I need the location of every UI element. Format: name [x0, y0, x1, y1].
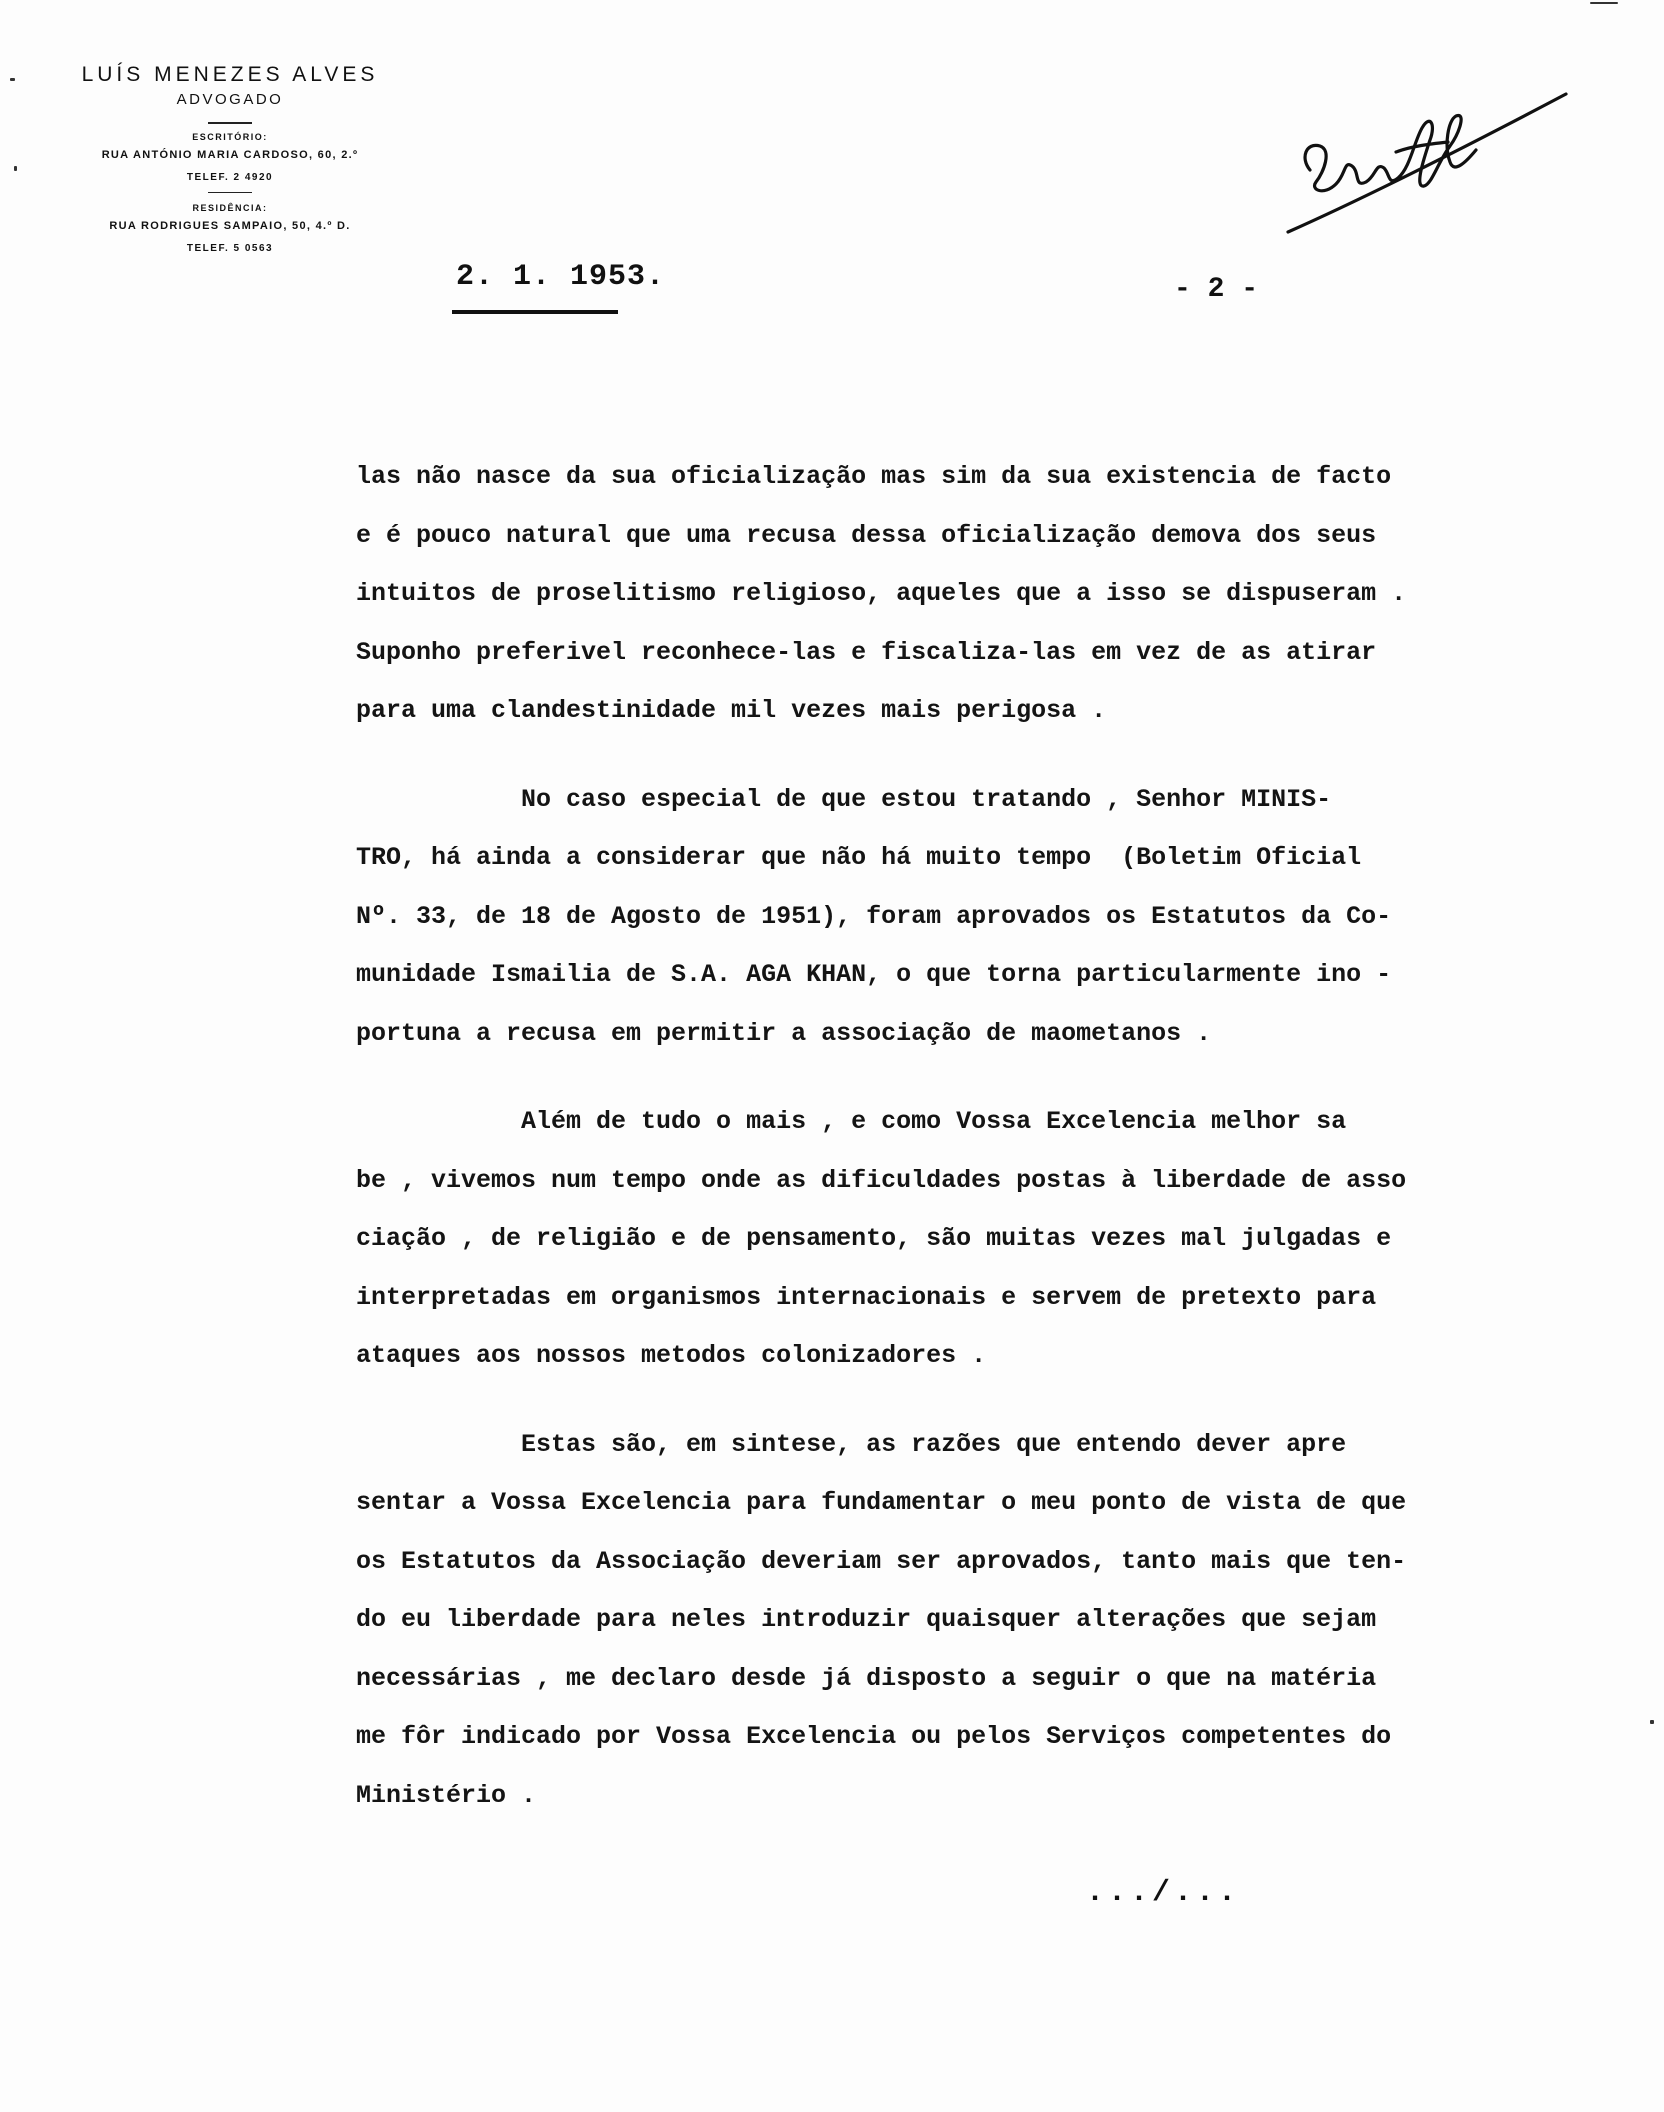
paragraph — [356, 771, 1456, 1064]
text-line: intuitos de proselitismo religioso, aqueles que a isso se dispuseram . — [356, 579, 1407, 608]
paragraph — [356, 448, 1456, 741]
text-line: ataques aos nossos metodos colonizadores . — [356, 1341, 987, 1370]
letterhead — [40, 62, 420, 257]
letter-date: 2. 1. 1953. — [456, 260, 666, 294]
text-line: Suponho preferivel reconhece-las e fiscaliza-las em vez de as atirar — [356, 637, 1377, 667]
text-line: Além de tudo o mais , e como Vossa Excelencia melhor sa — [356, 1107, 1347, 1136]
paragraph — [356, 1416, 1456, 1826]
paragraph-gap — [356, 741, 1456, 771]
scan-mark — [10, 78, 15, 81]
text-line: portuna a recusa em permitir a associação de maometanos . — [356, 1018, 1212, 1048]
paragraph-gap — [356, 1063, 1456, 1093]
continuation-marker: .../... — [1086, 1876, 1241, 1910]
letterhead-role: ADVOGADO — [176, 91, 284, 108]
text-line: necessárias , me declaro desde já disposto a seguir o que na matéria — [356, 1663, 1377, 1693]
text-line: las não nasce da sua oficialização mas sim da sua existencia de facto — [356, 462, 1392, 491]
residence-phone: TELEF. 5 0563 — [186, 243, 274, 254]
text-line: os Estatutos da Associação deveriam ser aprovados, tanto mais que ten- — [356, 1546, 1407, 1576]
residence-label: RESIDÊNCIA: — [192, 203, 268, 213]
text-line: ciação , de religião e de pensamento, são muitas vezes mal julgadas e — [356, 1224, 1392, 1253]
letterhead-divider — [208, 122, 252, 124]
letterhead-divider — [208, 192, 252, 193]
text-line: munidade Ismailia de S.A. AGA KHAN, o que torna particularmente ino - — [356, 960, 1392, 989]
text-line: do eu liberdade para neles introduzir quaisquer alterações que sejam — [356, 1605, 1377, 1634]
text-line: e é pouco natural que uma recusa dessa oficialização demova dos seus — [356, 520, 1377, 550]
text-line: para uma clandestinidade mil vezes mais perigosa . — [356, 696, 1107, 725]
text-line: TRO, há ainda a considerar que não há muito tempo (Boletim Oficial — [356, 843, 1362, 872]
paragraph — [356, 1093, 1456, 1386]
office-address: RUA ANTÓNIO MARIA CARDOSO, 60, 2.º — [101, 149, 359, 161]
office-phone: TELEF. 2 4920 — [186, 172, 274, 183]
text-line: interpretadas em organismos internacionais e servem de pretexto para — [356, 1282, 1377, 1312]
page-number: - 2 - — [1174, 274, 1259, 305]
office-label: ESCRITÓRIO: — [192, 132, 268, 142]
text-line: Estas são, em sintese, as razões que entendo dever apre — [356, 1429, 1347, 1459]
scan-mark — [1650, 1720, 1654, 1724]
scan-mark — [14, 166, 17, 171]
text-line: Nº. 33, de 18 de Agosto de 1951), foram aprovados os Estatutos da Co- — [356, 901, 1392, 931]
paragraph-gap — [356, 1386, 1456, 1416]
date-underline — [452, 310, 618, 314]
text-line: sentar a Vossa Excelencia para fundamentar o meu ponto de vista de que — [356, 1488, 1407, 1517]
text-line: No caso especial de que estou tratando , Senhor MINIS- — [356, 784, 1332, 814]
text-line: Ministério . — [356, 1780, 537, 1810]
letter-body — [356, 448, 1456, 1825]
letterhead-name: LUÍS MENEZES ALVES — [81, 63, 379, 86]
text-line: me fôr indicado por Vossa Excelencia ou pelos Serviços competentes do — [356, 1722, 1392, 1751]
text-line: be , vivemos num tempo onde as dificuldades postas à liberdade de asso — [356, 1165, 1407, 1195]
signature-image — [1280, 50, 1570, 250]
residence-address: RUA RODRIGUES SAMPAIO, 50, 4.º D. — [109, 220, 351, 232]
scan-mark — [1590, 2, 1618, 4]
